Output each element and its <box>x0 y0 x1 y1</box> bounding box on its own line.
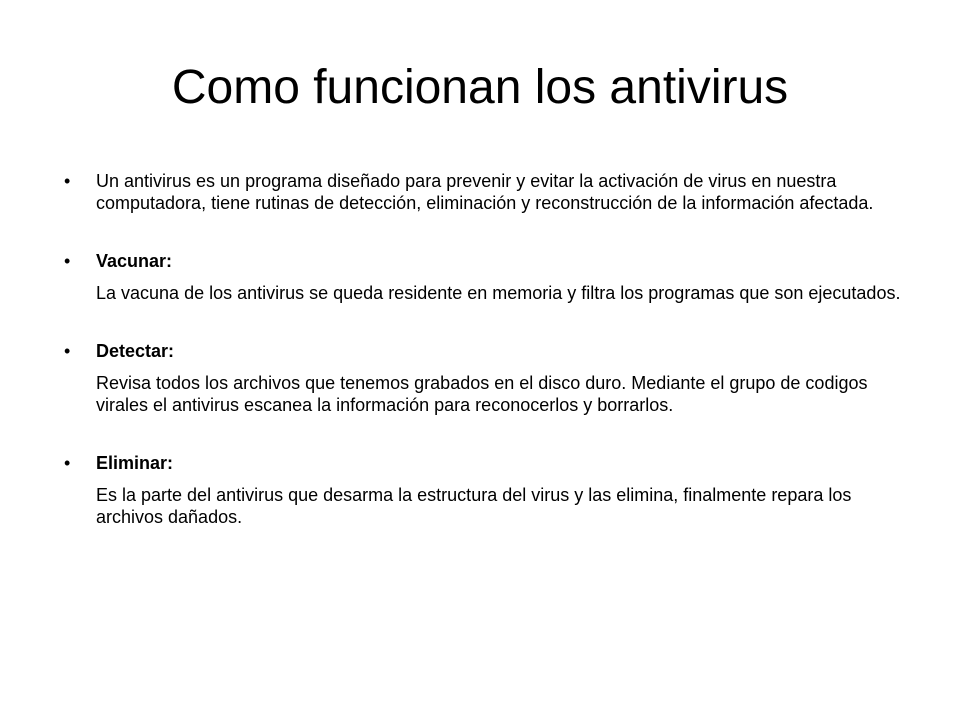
slide-content <box>64 170 904 564</box>
slide-title: Como funcionan los antivirus <box>171 61 789 114</box>
bullet-eliminar-text: Es la parte del antivirus que desarma la estructura del virus y las elimina, finalmente repara los archivos dañados. <box>96 485 852 527</box>
bullet-intro <box>64 170 904 214</box>
bullet-detectar <box>64 340 904 416</box>
bullet-detectar-text: Revisa todos los archivos que tenemos grabados en el disco duro. Mediante el grupo de codigos virales el antivirus escanea la información para reconocerlos y borrarlos. <box>96 373 868 415</box>
bullet-eliminar <box>64 452 904 528</box>
bullet-dot: • <box>64 171 71 191</box>
bullet-vacunar-heading: Vacunar: <box>96 251 173 271</box>
bullet-dot: • <box>64 251 71 271</box>
bullet-dot: • <box>64 453 71 473</box>
bullet-vacunar-text: La vacuna de los antivirus se queda residente en memoria y filtra los programas que son ejecutados. <box>96 283 901 303</box>
bullet-vacunar <box>64 250 904 304</box>
bullet-detectar-heading: Detectar: <box>96 341 175 361</box>
bullet-dot: • <box>64 341 71 361</box>
bullet-eliminar-heading: Eliminar: <box>96 453 174 473</box>
bullet-intro-text: Un antivirus es un programa diseñado para prevenir y evitar la activación de virus en nuestra computadora, tiene rutinas de detección, eliminación y reconstrucción de la información afectada. <box>96 171 874 213</box>
